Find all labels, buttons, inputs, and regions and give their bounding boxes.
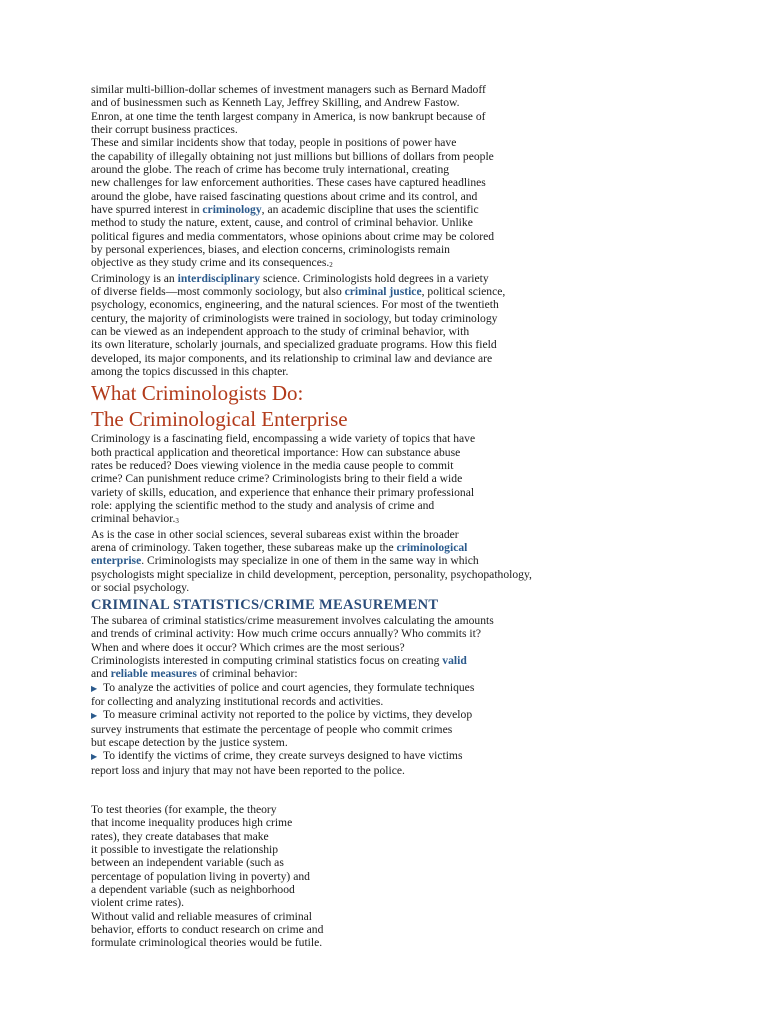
text-line: Without valid and reliable measures of criminal <box>91 909 313 923</box>
text-line: percentage of population living in poverty) and <box>91 869 310 883</box>
text-span: Criminology is an <box>91 271 178 285</box>
text-line: and of businessmen such as Kenneth Lay, Jeffrey Skilling, and Andrew Fastow. <box>91 96 460 110</box>
text-line <box>91 708 731 722</box>
text-line: or social psychology. <box>91 580 190 594</box>
text-span: To analyze the activities of police and court agencies, they formulate techniques <box>103 680 475 694</box>
intro-paragraph <box>91 83 731 203</box>
text-span: criminal behavior. <box>91 512 176 526</box>
text-line: Criminology is a fascinating field, encompassing a wide variety of topics that have <box>91 432 476 446</box>
footnote-ref[interactable]: 3 <box>175 517 179 526</box>
bullet-item <box>91 681 731 709</box>
text-line: developed, its major components, and its relationship to criminal law and deviance are <box>91 351 493 365</box>
triangle-bullet-icon: ▶ <box>91 711 98 721</box>
text-line: report loss and injury that may not have been reported to the police. <box>91 763 405 777</box>
text-line: formulate criminological theories would be futile. <box>91 936 323 950</box>
heading-line-2: The Criminological Enterprise <box>91 407 348 432</box>
text-span: objective as they study crime and its consequences. <box>91 256 330 270</box>
text-line: it possible to investigate the relationship <box>91 843 279 857</box>
text-span: of criminal behavior: <box>196 667 298 681</box>
text-line: survey instruments that estimate the percentage of people who commit crimes <box>91 722 453 736</box>
keyword-interdisciplinary[interactable]: interdisciplinary <box>177 271 261 285</box>
statistics-paragraph <box>91 614 731 681</box>
text-line: new challenges for law enforcement authorities. These cases have captured headlines <box>91 176 486 190</box>
keyword-criminology[interactable]: criminology <box>202 202 262 216</box>
text-line: its own literature, scholarly journals, and specialized graduate programs. How this field <box>91 338 497 352</box>
text-line: between an independent variable (such as <box>91 856 284 870</box>
criminology-paragraph <box>91 203 731 272</box>
text-line: role: applying the scientific method to the study and analysis of crime and <box>91 498 435 512</box>
triangle-bullet-icon: ▶ <box>91 752 98 762</box>
text-span: have spurred interest in <box>91 202 203 216</box>
text-line: a dependent variable (such as neighborhood <box>91 883 295 897</box>
text-span: of diverse fields—most commonly sociology, but also <box>91 284 345 298</box>
text-line <box>91 554 731 567</box>
text-line: that income inequality produces high crime <box>91 816 293 830</box>
text-line: around the globe. The reach of crime has become truly international, creating <box>91 162 450 176</box>
enterprise-paragraph <box>91 432 731 527</box>
bullet-item <box>91 708 731 749</box>
text-span: arena of criminology. Taken together, these subareas make up the <box>91 540 397 554</box>
bullet-item <box>91 749 731 777</box>
text-span: To measure criminal activity not reported to the police by victims, they develop <box>103 708 473 722</box>
text-line <box>91 256 731 271</box>
text-line <box>91 667 731 680</box>
text-line: rates), they create databases that make <box>91 829 269 843</box>
text-span: To identify the victims of crime, they create surveys designed to have victims <box>103 749 463 763</box>
text-line: by personal experiences, biases, and election concerns, criminologists remain <box>91 242 450 256</box>
text-line: their corrupt business practices. <box>91 122 238 136</box>
spacer <box>91 790 731 803</box>
text-line: and trends of criminal activity: How much crime occurs annually? Who commits it? <box>91 627 481 641</box>
text-line: These and similar incidents show that today, people in positions of power have <box>91 136 457 150</box>
text-line: but escape detection by the justice system. <box>91 736 288 750</box>
text-column <box>91 83 731 950</box>
text-line: similar multi-billion-dollar schemes of investment managers such as Bernard Madoff <box>91 83 486 96</box>
text-span: Criminologists interested in computing criminal statistics focus on creating <box>91 654 443 668</box>
text-line: rates be reduced? Does viewing violence in the media cause people to commit <box>91 458 454 472</box>
text-line: As is the case in other social sciences, several subareas exist within the broader <box>91 527 459 541</box>
section-heading <box>91 380 731 432</box>
text-line: behavior, efforts to conduct research on crime and <box>91 923 324 937</box>
bullet-list <box>91 681 731 777</box>
text-line: can be viewed as an independent approach to the study of criminal behavior, with <box>91 324 470 338</box>
text-line: the capability of illegally obtaining not just millions but billions of dollars from people <box>91 149 494 163</box>
text-line: When and where does it occur? Which crimes are the most serious? <box>91 640 405 654</box>
text-span: and <box>91 667 111 681</box>
text-line <box>91 749 731 763</box>
text-line: violent crime rates). <box>91 896 185 910</box>
text-line: for collecting and analyzing institutional records and activities. <box>91 695 384 709</box>
text-line: To test theories (for example, the theory <box>91 803 277 817</box>
triangle-bullet-icon: ▶ <box>91 683 98 693</box>
theories-paragraph <box>91 803 731 950</box>
keyword-valid[interactable]: valid <box>442 654 467 668</box>
text-line: Enron, at one time the tenth largest company in America, is now bankrupt because of <box>91 109 486 123</box>
heading-line-1: What Criminologists Do: <box>91 381 304 406</box>
text-line <box>91 512 731 527</box>
subsection-heading: CRIMINAL STATISTICS/CRIME MEASUREMENT <box>91 597 439 614</box>
text-line: method to study the nature, extent, cause, and control of criminal behavior. Unlike <box>91 216 473 230</box>
text-line: crime? Can punishment reduce crime? Criminologists bring to their field a wide <box>91 472 463 486</box>
keyword-criminological-enterprise[interactable]: criminological <box>396 540 468 554</box>
text-line: The subarea of criminal statistics/crime measurement involves calculating the amounts <box>91 614 494 628</box>
interdisciplinary-paragraph <box>91 272 731 379</box>
text-span: , political science, <box>421 284 506 298</box>
text-line: among the topics discussed in this chapter. <box>91 364 289 378</box>
text-line: political figures and media commentators, whose opinions about crime may be colored <box>91 229 495 243</box>
text-span: . Criminologists may specialize in one of them in the same way in which <box>141 554 479 568</box>
text-line <box>91 272 731 285</box>
text-line: both practical application and theoretical importance: How can substance abuse <box>91 445 461 459</box>
text-line <box>91 681 731 695</box>
text-line <box>91 541 731 554</box>
text-line <box>91 203 731 216</box>
text-line <box>91 654 731 667</box>
keyword-criminal-justice[interactable]: criminal justice <box>344 284 422 298</box>
text-line <box>91 285 731 298</box>
spacer <box>91 777 731 790</box>
footnote-ref[interactable]: 2 <box>329 261 333 270</box>
subareas-paragraph <box>91 528 731 595</box>
text-span: , an academic discipline that uses the scientific <box>261 202 479 216</box>
keyword-reliable-measures[interactable]: reliable measures <box>110 667 197 681</box>
text-line: psychology, economics, engineering, and the natural sciences. For most of the twentieth <box>91 298 499 312</box>
text-line: psychologists might specialize in child development, perception, personality, psychopathology, <box>91 567 532 581</box>
text-line: century, the majority of criminologists were trained in sociology, but today criminology <box>91 311 498 325</box>
text-line: around the globe, have raised fascinating questions about crime and its control, and <box>91 189 478 203</box>
text-span: science. Criminologists hold degrees in a variety <box>260 271 489 285</box>
keyword-enterprise[interactable]: enterprise <box>91 554 142 568</box>
text-line: variety of skills, education, and experience that enhance their primary professional <box>91 485 475 499</box>
